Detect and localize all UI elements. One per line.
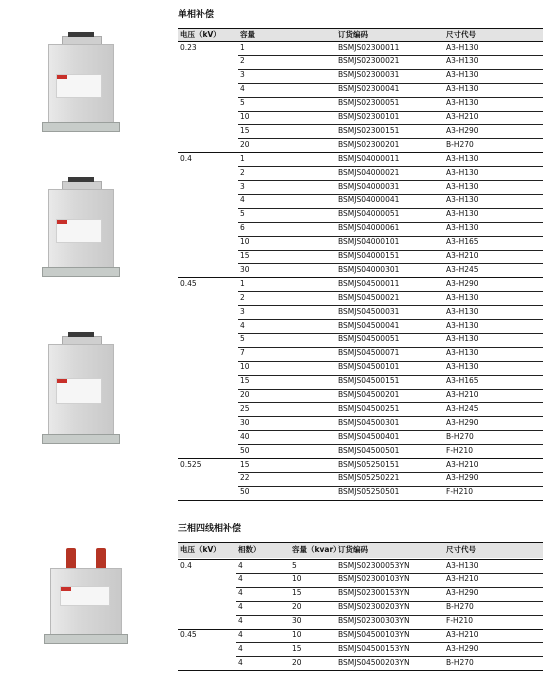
- order-code-cell: BSMJS02300201: [338, 139, 400, 149]
- phase-count-cell: 4: [238, 630, 243, 639]
- table-bottom-border: [178, 670, 543, 671]
- size-code-cell: A3-H130: [446, 306, 479, 316]
- size-code-cell: A3-H210: [446, 390, 479, 399]
- order-code-cell: BSMJS04500041: [338, 320, 400, 330]
- order-code-cell: BSMJS02300203YN: [338, 602, 410, 612]
- size-code-cell: B-H270: [446, 431, 474, 441]
- size-code-cell: A3-H130: [446, 223, 479, 233]
- column-header: 订货编码: [338, 29, 368, 39]
- table-bottom-border: [178, 500, 543, 501]
- size-code-cell: A3-H290: [446, 588, 479, 598]
- size-code-cell: A3-H130: [446, 153, 479, 163]
- capacity-cell: 3: [240, 306, 245, 316]
- capacitor-image-three-phase: [42, 548, 130, 648]
- size-code-cell: A3-H130: [446, 320, 479, 330]
- size-code-cell: A3-H210: [446, 630, 479, 639]
- size-code-cell: A3-H290: [446, 473, 479, 483]
- order-code-cell: BSMJS04500301: [338, 417, 400, 427]
- column-header: 订货编码: [338, 545, 368, 554]
- column-header: 尺寸代号: [446, 545, 476, 554]
- order-code-cell: BSMJS04500201: [338, 390, 400, 399]
- capacity-cell: 7: [240, 348, 245, 358]
- size-code-cell: A3-H210: [446, 574, 479, 584]
- size-code-cell: A3-H130: [446, 195, 479, 205]
- capacity-cell: 3: [240, 181, 245, 191]
- capacity-cell: 4: [240, 84, 245, 94]
- order-code-cell: BSMJS04000011: [338, 153, 400, 163]
- capacity-cell: 2: [240, 56, 245, 66]
- size-code-cell: A3-H130: [446, 84, 479, 94]
- order-code-cell: BSMJS05250221: [338, 473, 400, 483]
- capacity-cell: 10: [240, 237, 250, 247]
- phase-count-cell: 4: [238, 616, 243, 626]
- order-code-cell: BSMJS04500501: [338, 445, 400, 455]
- capacity-cell: 5: [292, 560, 297, 570]
- capacity-cell: 2: [240, 292, 245, 302]
- order-code-cell: BSMJS05250501: [338, 487, 400, 497]
- size-code-cell: A3-H290: [446, 278, 479, 288]
- voltage-cell: 0.4: [180, 560, 192, 570]
- capacity-cell: 6: [240, 223, 245, 233]
- size-code-cell: F-H210: [446, 616, 473, 626]
- order-code-cell: BSMJS02300101: [338, 112, 400, 121]
- column-header: 电压（kV）: [180, 29, 221, 39]
- order-code-cell: BSMJS04500051: [338, 334, 400, 344]
- capacity-cell: 15: [292, 643, 302, 653]
- order-code-cell: BSMJS05250151: [338, 459, 400, 469]
- voltage-cell: 0.45: [180, 630, 197, 639]
- order-code-cell: BSMJS04000041: [338, 195, 400, 205]
- size-code-cell: A3-H165: [446, 376, 479, 386]
- capacity-cell: 3: [240, 70, 245, 80]
- capacity-cell: 1: [240, 153, 245, 163]
- capacity-cell: 10: [292, 574, 302, 584]
- order-code-cell: BSMJS02300153YN: [338, 588, 410, 598]
- size-code-cell: A3-H130: [446, 292, 479, 302]
- capacity-cell: 20: [292, 602, 302, 612]
- order-code-cell: BSMJS04500153YN: [338, 643, 410, 653]
- order-code-cell: BSMJS04500251: [338, 403, 400, 413]
- size-code-cell: A3-H130: [446, 56, 479, 66]
- column-header: 电压（kV）: [180, 545, 221, 554]
- phase-count-cell: 4: [238, 574, 243, 584]
- voltage-cell: 0.525: [180, 459, 202, 469]
- order-code-cell: BSMJS04000151: [338, 251, 400, 260]
- size-code-cell: A3-H245: [446, 264, 479, 274]
- order-code-cell: BSMJS04000051: [338, 209, 400, 219]
- column-header: 容量（kvar）: [292, 545, 341, 554]
- capacity-cell: 20: [240, 390, 250, 399]
- three-phase-title: 三相四线相补偿: [178, 524, 242, 534]
- order-code-cell: BSMJS02300051: [338, 98, 400, 108]
- order-code-cell: BSMJS04500071: [338, 348, 400, 358]
- column-header: 尺寸代号: [446, 29, 476, 39]
- capacity-cell: 40: [240, 431, 250, 441]
- voltage-cell: 0.4: [180, 153, 192, 163]
- order-code-cell: BSMJS04500021: [338, 292, 400, 302]
- order-code-cell: BSMJS04000031: [338, 181, 400, 191]
- size-code-cell: B-H270: [446, 602, 474, 612]
- capacity-cell: 15: [240, 459, 250, 469]
- size-code-cell: A3-H130: [446, 98, 479, 108]
- size-code-cell: A3-H130: [446, 70, 479, 80]
- phase-count-cell: 4: [238, 657, 243, 667]
- capacity-cell: 15: [240, 125, 250, 135]
- capacity-cell: 50: [240, 487, 250, 497]
- capacity-cell: 22: [240, 473, 250, 483]
- order-code-cell: BSMJS04000061: [338, 223, 400, 233]
- capacity-cell: 20: [240, 139, 250, 149]
- size-code-cell: A3-H130: [446, 209, 479, 219]
- order-code-cell: BSMJS04500203YN: [338, 657, 410, 667]
- size-code-cell: F-H210: [446, 445, 473, 455]
- capacity-cell: 30: [292, 616, 302, 626]
- capacity-cell: 25: [240, 403, 250, 413]
- order-code-cell: BSMJS02300303YN: [338, 616, 410, 626]
- column-header: 相数）: [238, 545, 261, 554]
- capacity-cell: 1: [240, 42, 245, 52]
- size-code-cell: A3-H165: [446, 237, 479, 247]
- size-code-cell: A3-H210: [446, 251, 479, 260]
- phase-count-cell: 4: [238, 560, 243, 570]
- size-code-cell: A3-H130: [446, 334, 479, 344]
- capacity-cell: 15: [292, 588, 302, 598]
- order-code-cell: BSMJS02300011: [338, 42, 400, 52]
- size-code-cell: F-H210: [446, 487, 473, 497]
- order-code-cell: BSMJS02300103YN: [338, 574, 410, 584]
- order-code-cell: BSMJS04000021: [338, 167, 400, 177]
- size-code-cell: A3-H130: [446, 560, 479, 570]
- order-code-cell: BSMJS02300041: [338, 84, 400, 94]
- size-code-cell: A3-H245: [446, 403, 479, 413]
- voltage-cell: 0.45: [180, 278, 197, 288]
- order-code-cell: BSMJS02300021: [338, 56, 400, 66]
- capacitor-image-single-phase-1: [42, 30, 120, 140]
- size-code-cell: A3-H130: [446, 348, 479, 358]
- order-code-cell: BSMJS04500103YN: [338, 630, 410, 639]
- size-code-cell: B-H270: [446, 657, 474, 667]
- size-code-cell: B-H270: [446, 139, 474, 149]
- phase-count-cell: 4: [238, 602, 243, 612]
- capacity-cell: 20: [292, 657, 302, 667]
- order-code-cell: BSMJS04500031: [338, 306, 400, 316]
- capacity-cell: 1: [240, 278, 245, 288]
- single-phase-title: 单相补偿: [178, 10, 215, 20]
- order-code-cell: BSMJS02300053YN: [338, 560, 410, 570]
- order-code-cell: BSMJS04500101: [338, 362, 400, 372]
- capacity-cell: 2: [240, 167, 245, 177]
- order-code-cell: BSMJS04500151: [338, 376, 400, 386]
- capacity-cell: 30: [240, 417, 250, 427]
- size-code-cell: A3-H130: [446, 181, 479, 191]
- order-code-cell: BSMJS02300151: [338, 125, 400, 135]
- voltage-cell: 0.23: [180, 42, 197, 52]
- capacity-cell: 5: [240, 334, 245, 344]
- capacity-cell: 4: [240, 320, 245, 330]
- capacity-cell: 15: [240, 251, 250, 260]
- size-code-cell: A3-H210: [446, 459, 479, 469]
- size-code-cell: A3-H130: [446, 42, 479, 52]
- order-code-cell: BSMJS04000101: [338, 237, 400, 247]
- order-code-cell: BSMJS02300031: [338, 70, 400, 80]
- phase-count-cell: 4: [238, 643, 243, 653]
- capacity-cell: 15: [240, 376, 250, 386]
- order-code-cell: BSMJS04000301: [338, 264, 400, 274]
- size-code-cell: A3-H290: [446, 643, 479, 653]
- capacitor-image-single-phase-3: [42, 330, 120, 470]
- capacitor-image-single-phase-2: [42, 175, 120, 287]
- size-code-cell: A3-H130: [446, 362, 479, 372]
- phase-count-cell: 4: [238, 588, 243, 598]
- column-header: 容量: [240, 29, 255, 39]
- size-code-cell: A3-H130: [446, 167, 479, 177]
- size-code-cell: A3-H290: [446, 417, 479, 427]
- capacity-cell: 5: [240, 209, 245, 219]
- capacity-cell: 10: [292, 630, 302, 639]
- capacity-cell: 10: [240, 362, 250, 372]
- capacity-cell: 10: [240, 112, 250, 121]
- capacity-cell: 4: [240, 195, 245, 205]
- size-code-cell: A3-H210: [446, 112, 479, 121]
- order-code-cell: BSMJS04500401: [338, 431, 400, 441]
- order-code-cell: BSMJS04500011: [338, 278, 400, 288]
- size-code-cell: A3-H290: [446, 125, 479, 135]
- capacity-cell: 50: [240, 445, 250, 455]
- capacity-cell: 30: [240, 264, 250, 274]
- capacity-cell: 5: [240, 98, 245, 108]
